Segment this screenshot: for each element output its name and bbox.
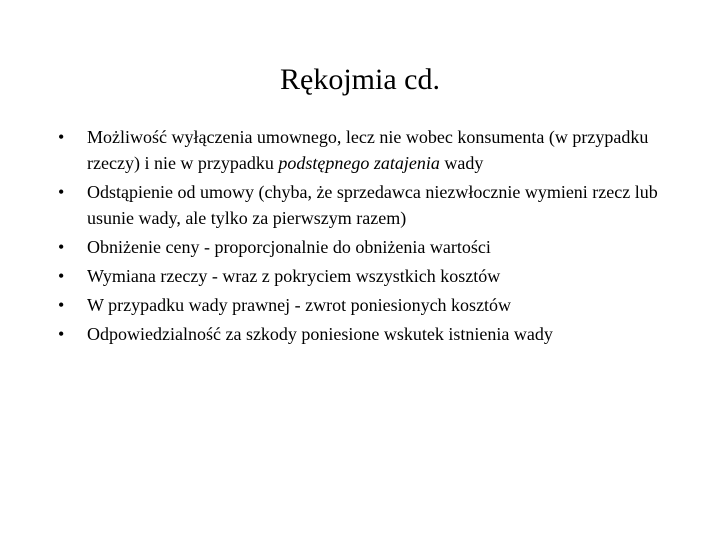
list-item-text: Odpowiedzialność za szkody poniesione wskutek istnienia wady [87,324,553,344]
bullet-icon: • [58,295,65,315]
list-item-italic-phrase: podstępnego zatajenia [278,153,440,173]
list-item-text: Obniżenie ceny - proporcjonalnie do obniżenia wartości [87,237,491,257]
bullet-icon: • [58,324,65,344]
list-item [58,179,668,231]
slide-title: Rękojmia cd. [280,63,440,96]
list-item-text: Wymiana rzeczy - wraz z pokryciem wszystkich kosztów [87,266,501,286]
bullet-icon: • [58,127,65,147]
list-item-text: Odstąpienie od umowy (chyba, że sprzedawca niezwłocznie wymieni rzecz lub usunie wady, ale tylko za pierwszym razem) [87,182,658,228]
bullet-icon: • [58,266,65,286]
list-item-text-end: wady [439,153,484,173]
list-item [58,263,668,289]
list-item-text: W przypadku wady prawnej - zwrot poniesionych kosztów [87,295,512,315]
bullet-list [58,124,668,350]
list-item [58,321,668,347]
bullet-icon: • [58,182,65,202]
list-item-text-start: Możliwość wyłączenia umownego, lecz nie wobec konsumenta (w przypadku rzeczy) i nie w przypadku [87,127,649,173]
list-item [58,292,668,318]
bullet-icon: • [58,237,65,257]
list-item [58,234,668,260]
list-item [58,124,668,176]
